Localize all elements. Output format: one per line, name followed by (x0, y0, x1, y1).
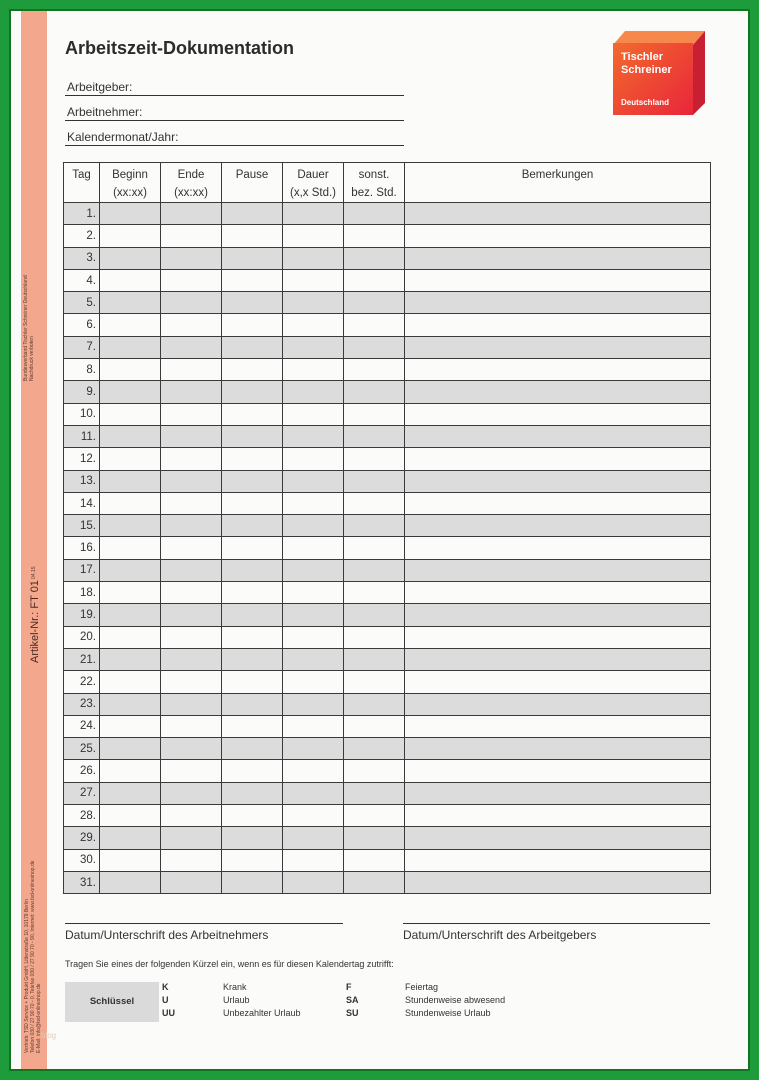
dauer-cell[interactable] (283, 626, 344, 648)
dauer-cell[interactable] (283, 269, 344, 291)
bemerkungen-cell[interactable] (405, 492, 711, 514)
table-row (64, 582, 711, 604)
dauer-cell[interactable] (283, 336, 344, 358)
day-number: 4. (64, 269, 100, 291)
pause-cell[interactable] (222, 292, 283, 314)
pause-cell[interactable] (222, 559, 283, 581)
ende-cell[interactable] (161, 203, 222, 225)
day-number: 17. (64, 559, 100, 581)
day-number: 26. (64, 760, 100, 782)
pause-cell[interactable] (222, 203, 283, 225)
sonst-cell[interactable] (344, 871, 405, 893)
ende-cell[interactable] (161, 336, 222, 358)
ende-cell[interactable] (161, 782, 222, 804)
pause-cell[interactable] (222, 648, 283, 670)
legend-key (65, 982, 705, 1022)
sonst-cell[interactable] (344, 403, 405, 425)
sonst-cell[interactable] (344, 715, 405, 737)
table-row (64, 403, 711, 425)
bemerkungen-cell[interactable] (405, 470, 711, 492)
beginn-cell[interactable] (100, 537, 161, 559)
bemerkungen-cell[interactable] (405, 292, 711, 314)
bemerkungen-cell[interactable] (405, 225, 711, 247)
day-number: 24. (64, 715, 100, 737)
ende-cell[interactable] (161, 805, 222, 827)
table-row (64, 849, 711, 871)
table-row (64, 738, 711, 760)
employer-field[interactable]: Arbeitgeber: (65, 80, 404, 96)
ende-cell[interactable] (161, 582, 222, 604)
bemerkungen-cell[interactable] (405, 693, 711, 715)
margin-vendor-line3: E-Mail: info@tsd-onlineshop.de (36, 983, 42, 1053)
table-row (64, 203, 711, 225)
dauer-cell[interactable] (283, 492, 344, 514)
logo-line-2: Schreiner (621, 64, 672, 76)
ende-cell[interactable] (161, 269, 222, 291)
day-number: 5. (64, 292, 100, 314)
table-row (64, 269, 711, 291)
day-number: 22. (64, 671, 100, 693)
sonst-cell[interactable] (344, 604, 405, 626)
margin-vendor-line2: Telefon 030 / 27 90 70 - 0, Telefax 030 / 27 90 70 - 90, Internet: www.tsd-onlineshop.de (30, 860, 36, 1053)
ende-cell[interactable] (161, 470, 222, 492)
legend-code: F (346, 982, 352, 992)
legend-label: Stundenweise Urlaub (405, 1008, 491, 1018)
logo-line-3: Deutschland (621, 98, 670, 107)
beginn-cell[interactable] (100, 470, 161, 492)
pause-cell[interactable] (222, 604, 283, 626)
table-row (64, 626, 711, 648)
table-row (64, 715, 711, 737)
day-number: 13. (64, 470, 100, 492)
table-row (64, 537, 711, 559)
dauer-cell[interactable] (283, 582, 344, 604)
timesheet-table (63, 162, 711, 894)
sonst-cell[interactable] (344, 738, 405, 760)
table-row (64, 492, 711, 514)
ende-cell[interactable] (161, 559, 222, 581)
bemerkungen-cell[interactable] (405, 247, 711, 269)
beginn-cell[interactable] (100, 359, 161, 381)
bemerkungen-cell[interactable] (405, 805, 711, 827)
sonst-cell[interactable] (344, 559, 405, 581)
ende-cell[interactable] (161, 537, 222, 559)
bemerkungen-cell[interactable] (405, 626, 711, 648)
legend-label: Urlaub (223, 995, 250, 1005)
beginn-cell[interactable] (100, 760, 161, 782)
table-row (64, 693, 711, 715)
margin-article-number: Artikel-Nr.: FT 01 (29, 580, 41, 663)
pause-cell[interactable] (222, 738, 283, 760)
day-number: 31. (64, 871, 100, 893)
day-number: 21. (64, 648, 100, 670)
pause-cell[interactable] (222, 515, 283, 537)
dauer-cell[interactable] (283, 314, 344, 336)
dauer-cell[interactable] (283, 515, 344, 537)
bemerkungen-cell[interactable] (405, 203, 711, 225)
legend-label: Stundenweise abwesend (405, 995, 506, 1005)
dauer-cell[interactable] (283, 381, 344, 403)
sonst-cell[interactable] (344, 582, 405, 604)
ende-cell[interactable] (161, 359, 222, 381)
dauer-cell[interactable] (283, 403, 344, 425)
legend-code: SA (346, 995, 359, 1005)
bemerkungen-cell[interactable] (405, 738, 711, 760)
day-number: 14. (64, 492, 100, 514)
beginn-cell[interactable] (100, 247, 161, 269)
table-row (64, 359, 711, 381)
bemerkungen-cell[interactable] (405, 269, 711, 291)
day-number: 18. (64, 582, 100, 604)
legend-label: Unbezahlter Urlaub (223, 1008, 301, 1018)
ende-cell[interactable] (161, 648, 222, 670)
bemerkungen-cell[interactable] (405, 782, 711, 804)
ende-cell[interactable] (161, 871, 222, 893)
table-row (64, 871, 711, 893)
header-beginn: Beginn (xx:xx) (100, 163, 161, 203)
dauer-cell[interactable] (283, 448, 344, 470)
table-row (64, 336, 711, 358)
ende-cell[interactable] (161, 292, 222, 314)
sonst-cell[interactable] (344, 292, 405, 314)
table-row (64, 515, 711, 537)
pause-cell[interactable] (222, 336, 283, 358)
sonst-cell[interactable] (344, 225, 405, 247)
table-row (64, 648, 711, 670)
day-number: 1. (64, 203, 100, 225)
ende-cell[interactable] (161, 247, 222, 269)
beginn-cell[interactable] (100, 827, 161, 849)
sonst-cell[interactable] (344, 849, 405, 871)
pause-cell[interactable] (222, 225, 283, 247)
dauer-cell[interactable] (283, 559, 344, 581)
day-number: 11. (64, 425, 100, 447)
sonst-cell[interactable] (344, 827, 405, 849)
ende-cell[interactable] (161, 604, 222, 626)
employee-signature-line[interactable]: Datum/Unterschrift des Arbeitnehmers (65, 923, 343, 942)
sonst-cell[interactable] (344, 492, 405, 514)
margin-notice: Nachdruck verboten (29, 336, 35, 381)
bemerkungen-cell[interactable] (405, 715, 711, 737)
ende-cell[interactable] (161, 314, 222, 336)
bemerkungen-cell[interactable] (405, 314, 711, 336)
sonst-cell[interactable] (344, 336, 405, 358)
dauer-cell[interactable] (283, 827, 344, 849)
header-dauer: Dauer (x,x Std.) (283, 163, 344, 203)
table-row (64, 559, 711, 581)
bemerkungen-cell[interactable] (405, 849, 711, 871)
bemerkungen-cell[interactable] (405, 582, 711, 604)
pause-cell[interactable] (222, 760, 283, 782)
beginn-cell[interactable] (100, 336, 161, 358)
beginn-cell[interactable] (100, 693, 161, 715)
sonst-cell[interactable] (344, 470, 405, 492)
table-row (64, 470, 711, 492)
ende-cell[interactable] (161, 492, 222, 514)
ende-cell[interactable] (161, 448, 222, 470)
table-row (64, 604, 711, 626)
ende-cell[interactable] (161, 738, 222, 760)
day-number: 7. (64, 336, 100, 358)
ende-cell[interactable] (161, 715, 222, 737)
beginn-cell[interactable] (100, 604, 161, 626)
sonst-cell[interactable] (344, 425, 405, 447)
logo-line-1: Tischler (621, 51, 663, 63)
legend-code: U (162, 995, 169, 1005)
pause-cell[interactable] (222, 626, 283, 648)
sonst-cell[interactable] (344, 269, 405, 291)
ende-cell[interactable] (161, 760, 222, 782)
beginn-cell[interactable] (100, 515, 161, 537)
beginn-cell[interactable] (100, 269, 161, 291)
day-number: 16. (64, 537, 100, 559)
beginn-cell[interactable] (100, 849, 161, 871)
sonst-cell[interactable] (344, 805, 405, 827)
table-row (64, 247, 711, 269)
sonst-cell[interactable] (344, 247, 405, 269)
pause-cell[interactable] (222, 849, 283, 871)
beginn-cell[interactable] (100, 559, 161, 581)
bemerkungen-cell[interactable] (405, 403, 711, 425)
dauer-cell[interactable] (283, 715, 344, 737)
bemerkungen-cell[interactable] (405, 425, 711, 447)
table-row (64, 671, 711, 693)
legend-label: Feiertag (405, 982, 439, 992)
day-number: 30. (64, 849, 100, 871)
bemerkungen-cell[interactable] (405, 648, 711, 670)
dauer-cell[interactable] (283, 203, 344, 225)
logo-cube-side (693, 31, 705, 115)
beginn-cell[interactable] (100, 381, 161, 403)
dauer-cell[interactable] (283, 247, 344, 269)
legend-code: K (162, 982, 169, 992)
sonst-cell[interactable] (344, 515, 405, 537)
ende-cell[interactable] (161, 425, 222, 447)
pause-cell[interactable] (222, 425, 283, 447)
page-title: Arbeitszeit-Dokumentation (65, 38, 295, 58)
dauer-cell[interactable] (283, 225, 344, 247)
beginn-cell[interactable] (100, 203, 161, 225)
dauer-cell[interactable] (283, 782, 344, 804)
sonst-cell[interactable] (344, 782, 405, 804)
bemerkungen-cell[interactable] (405, 448, 711, 470)
legend-code: UU (162, 1008, 175, 1018)
dauer-cell[interactable] (283, 648, 344, 670)
table-header-row (64, 163, 711, 203)
watermark-stamp: blog (41, 1031, 57, 1040)
day-number: 29. (64, 827, 100, 849)
beginn-cell[interactable] (100, 225, 161, 247)
dauer-cell[interactable] (283, 871, 344, 893)
header-ende: Ende (xx:xx) (161, 163, 222, 203)
pause-cell[interactable] (222, 827, 283, 849)
bemerkungen-cell[interactable] (405, 515, 711, 537)
legend-label: Krank (223, 982, 247, 992)
legend-title: Schlüssel (65, 982, 159, 1022)
bemerkungen-cell[interactable] (405, 559, 711, 581)
pause-cell[interactable] (222, 537, 283, 559)
beginn-cell[interactable] (100, 805, 161, 827)
sonst-cell[interactable] (344, 626, 405, 648)
table-row (64, 381, 711, 403)
bemerkungen-cell[interactable] (405, 671, 711, 693)
tischler-logo (613, 31, 705, 115)
pause-cell[interactable] (222, 492, 283, 514)
beginn-cell[interactable] (100, 626, 161, 648)
table-row (64, 805, 711, 827)
sonst-cell[interactable] (344, 760, 405, 782)
beginn-cell[interactable] (100, 403, 161, 425)
beginn-cell[interactable] (100, 648, 161, 670)
header-sonst: sonst. bez. Std. (344, 163, 405, 203)
table-row (64, 782, 711, 804)
sonst-cell[interactable] (344, 381, 405, 403)
pause-cell[interactable] (222, 805, 283, 827)
header-bemerkungen: Bemerkungen (405, 163, 711, 203)
pause-cell[interactable] (222, 693, 283, 715)
beginn-cell[interactable] (100, 738, 161, 760)
pause-cell[interactable] (222, 381, 283, 403)
beginn-cell[interactable] (100, 671, 161, 693)
ende-cell[interactable] (161, 849, 222, 871)
pause-cell[interactable] (222, 448, 283, 470)
beginn-cell[interactable] (100, 582, 161, 604)
ende-cell[interactable] (161, 381, 222, 403)
sonst-cell[interactable] (344, 648, 405, 670)
day-number: 23. (64, 693, 100, 715)
sonst-cell[interactable] (344, 314, 405, 336)
bemerkungen-cell[interactable] (405, 760, 711, 782)
day-number: 3. (64, 247, 100, 269)
dauer-cell[interactable] (283, 671, 344, 693)
ende-cell[interactable] (161, 403, 222, 425)
legend-instruction: Tragen Sie eines der folgenden Kürzel ein, wenn es für diesen Kalendertag zutrifft: (65, 959, 394, 969)
day-number: 2. (64, 225, 100, 247)
pause-cell[interactable] (222, 871, 283, 893)
bemerkungen-cell[interactable] (405, 537, 711, 559)
day-number: 27. (64, 782, 100, 804)
dauer-cell[interactable] (283, 292, 344, 314)
ende-cell[interactable] (161, 225, 222, 247)
dauer-cell[interactable] (283, 805, 344, 827)
pause-cell[interactable] (222, 403, 283, 425)
pause-cell[interactable] (222, 314, 283, 336)
table-row (64, 448, 711, 470)
sonst-cell[interactable] (344, 671, 405, 693)
dauer-cell[interactable] (283, 738, 344, 760)
table-row (64, 827, 711, 849)
ende-cell[interactable] (161, 515, 222, 537)
sonst-cell[interactable] (344, 537, 405, 559)
beginn-cell[interactable] (100, 715, 161, 737)
bemerkungen-cell[interactable] (405, 359, 711, 381)
beginn-cell[interactable] (100, 292, 161, 314)
bemerkungen-cell[interactable] (405, 827, 711, 849)
dauer-cell[interactable] (283, 604, 344, 626)
day-number: 19. (64, 604, 100, 626)
header-tag: Tag (64, 163, 100, 203)
pause-cell[interactable] (222, 359, 283, 381)
margin-publisher: Bundesverband Tischler Schreiner Deutschland (23, 275, 29, 381)
day-number: 15. (64, 515, 100, 537)
dauer-cell[interactable] (283, 359, 344, 381)
dauer-cell[interactable] (283, 849, 344, 871)
bemerkungen-cell[interactable] (405, 336, 711, 358)
pause-cell[interactable] (222, 470, 283, 492)
bemerkungen-cell[interactable] (405, 871, 711, 893)
beginn-cell[interactable] (100, 871, 161, 893)
day-number: 12. (64, 448, 100, 470)
pause-cell[interactable] (222, 582, 283, 604)
ende-cell[interactable] (161, 827, 222, 849)
table-row (64, 292, 711, 314)
beginn-cell[interactable] (100, 448, 161, 470)
beginn-cell[interactable] (100, 425, 161, 447)
pause-cell[interactable] (222, 671, 283, 693)
table-row (64, 425, 711, 447)
margin-vendor-line1: Vertrieb: TSD Service + Produkt GmbH, Littenstraße 10, 10179 Berlin (24, 899, 30, 1053)
pause-cell[interactable] (222, 269, 283, 291)
margin-version: 04.15 (31, 566, 37, 579)
dauer-cell[interactable] (283, 760, 344, 782)
beginn-cell[interactable] (100, 314, 161, 336)
bemerkungen-cell[interactable] (405, 604, 711, 626)
employer-signature-line[interactable]: Datum/Unterschrift des Arbeitgebers (403, 923, 710, 942)
dauer-cell[interactable] (283, 425, 344, 447)
table-row (64, 314, 711, 336)
day-number: 28. (64, 805, 100, 827)
day-number: 6. (64, 314, 100, 336)
pause-cell[interactable] (222, 782, 283, 804)
sonst-cell[interactable] (344, 448, 405, 470)
table-row (64, 225, 711, 247)
day-number: 10. (64, 403, 100, 425)
day-number: 8. (64, 359, 100, 381)
sonst-cell[interactable] (344, 693, 405, 715)
form-page (9, 9, 750, 1071)
legend-code: SU (346, 1008, 359, 1018)
ende-cell[interactable] (161, 626, 222, 648)
bemerkungen-cell[interactable] (405, 381, 711, 403)
beginn-cell[interactable] (100, 492, 161, 514)
dauer-cell[interactable] (283, 470, 344, 492)
ende-cell[interactable] (161, 671, 222, 693)
day-number: 25. (64, 738, 100, 760)
day-number: 9. (64, 381, 100, 403)
day-number: 20. (64, 626, 100, 648)
table-row (64, 760, 711, 782)
pause-cell[interactable] (222, 715, 283, 737)
dauer-cell[interactable] (283, 537, 344, 559)
dauer-cell[interactable] (283, 693, 344, 715)
sonst-cell[interactable] (344, 203, 405, 225)
employee-field[interactable]: Arbeitnehmer: (65, 105, 404, 121)
pause-cell[interactable] (222, 247, 283, 269)
sonst-cell[interactable] (344, 359, 405, 381)
ende-cell[interactable] (161, 693, 222, 715)
header-pause: Pause (222, 163, 283, 203)
month-year-field[interactable]: Kalendermonat/Jahr: (65, 130, 404, 146)
beginn-cell[interactable] (100, 782, 161, 804)
